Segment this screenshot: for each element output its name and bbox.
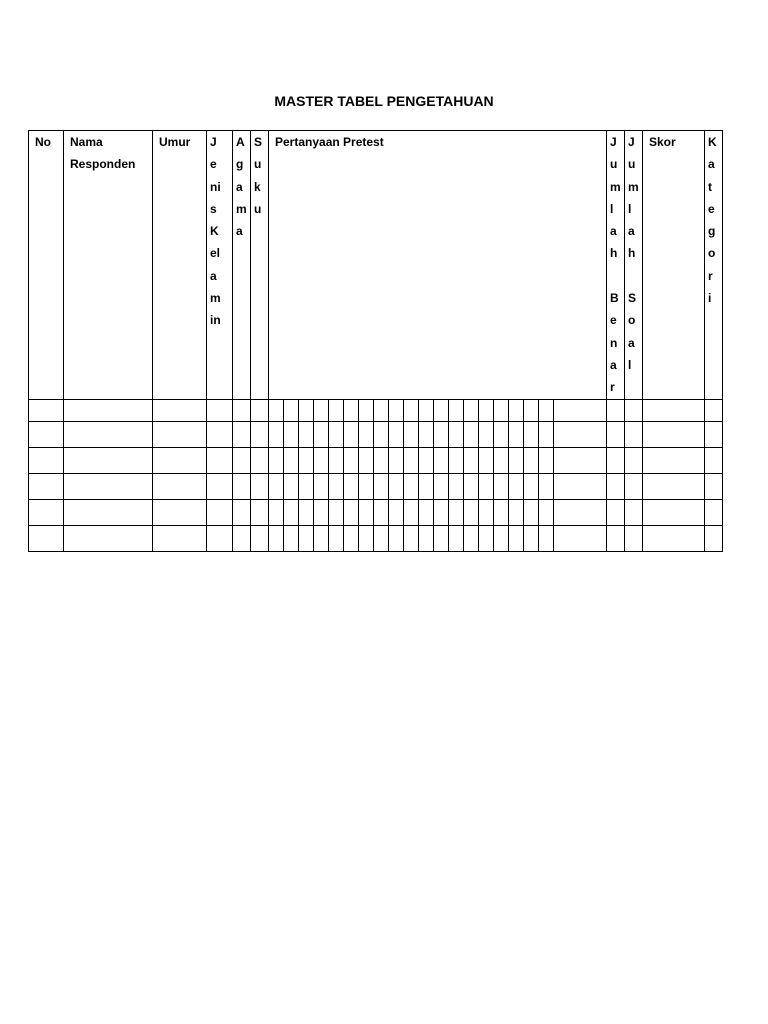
table-cell — [524, 400, 539, 422]
table-cell — [329, 500, 344, 526]
table-cell — [374, 448, 389, 474]
table-cell — [625, 474, 643, 500]
table-cell — [524, 500, 539, 526]
table-cell — [509, 474, 524, 500]
header-no: No — [29, 131, 64, 400]
table-cell — [314, 400, 329, 422]
table-cell — [359, 422, 374, 448]
table-cell — [359, 400, 374, 422]
table-cell — [625, 448, 643, 474]
header-row — [29, 131, 723, 400]
table-cell — [554, 500, 607, 526]
table-cell — [419, 500, 434, 526]
header-kategori: K a t e g o r i — [705, 131, 723, 400]
table-cell — [449, 526, 464, 552]
table-cell — [269, 422, 284, 448]
table-cell — [269, 526, 284, 552]
table-row — [29, 422, 723, 448]
table-cell — [705, 448, 723, 474]
table-cell — [64, 474, 153, 500]
table-cell — [539, 500, 554, 526]
table-cell — [449, 500, 464, 526]
table-cell — [494, 422, 509, 448]
table-cell — [539, 526, 554, 552]
table-cell — [524, 422, 539, 448]
table-cell — [153, 526, 207, 552]
table-cell — [374, 474, 389, 500]
table-cell — [284, 474, 299, 500]
table-cell — [344, 422, 359, 448]
table-cell — [607, 400, 625, 422]
table-cell — [207, 422, 233, 448]
table-cell — [329, 448, 344, 474]
table-cell — [329, 474, 344, 500]
table-cell — [479, 422, 494, 448]
table-cell — [344, 448, 359, 474]
table-cell — [643, 400, 705, 422]
table-cell — [251, 448, 269, 474]
table-cell — [251, 500, 269, 526]
table-cell — [539, 474, 554, 500]
table-cell — [479, 474, 494, 500]
table-cell — [29, 526, 64, 552]
master-table — [28, 130, 723, 552]
table-cell — [389, 526, 404, 552]
table-cell — [344, 474, 359, 500]
table-cell — [64, 400, 153, 422]
table-cell — [554, 422, 607, 448]
table-cell — [153, 500, 207, 526]
table-cell — [251, 422, 269, 448]
table-cell — [554, 526, 607, 552]
table-cell — [419, 474, 434, 500]
table-cell — [705, 526, 723, 552]
table-cell — [284, 400, 299, 422]
table-cell — [705, 422, 723, 448]
table-cell — [153, 422, 207, 448]
table-cell — [374, 422, 389, 448]
table-cell — [509, 400, 524, 422]
table-cell — [374, 526, 389, 552]
table-cell — [314, 474, 329, 500]
table-cell — [344, 526, 359, 552]
table-cell — [404, 526, 419, 552]
table-cell — [207, 448, 233, 474]
table-cell — [389, 500, 404, 526]
table-cell — [509, 526, 524, 552]
table-cell — [434, 448, 449, 474]
table-cell — [314, 500, 329, 526]
table-cell — [233, 400, 251, 422]
table-cell — [207, 400, 233, 422]
table-cell — [404, 448, 419, 474]
table-cell — [705, 474, 723, 500]
table-cell — [207, 474, 233, 500]
header-jumlah-soal: J u m l a h S o a l — [625, 131, 643, 400]
table-cell — [233, 474, 251, 500]
table-cell — [389, 400, 404, 422]
table-row — [29, 400, 723, 422]
table-cell — [389, 474, 404, 500]
table-cell — [625, 422, 643, 448]
table-cell — [29, 422, 64, 448]
table-cell — [299, 448, 314, 474]
header-agama: A g a m a — [233, 131, 251, 400]
table-cell — [464, 448, 479, 474]
table-cell — [329, 400, 344, 422]
table-cell — [643, 422, 705, 448]
table-cell — [64, 526, 153, 552]
table-cell — [389, 422, 404, 448]
table-cell — [539, 422, 554, 448]
table-cell — [233, 422, 251, 448]
table-cell — [419, 400, 434, 422]
table-cell — [625, 500, 643, 526]
table-cell — [539, 400, 554, 422]
table-cell — [29, 448, 64, 474]
table-cell — [607, 422, 625, 448]
table-cell — [344, 500, 359, 526]
table-cell — [554, 448, 607, 474]
header-nama-responden: Nama Responden — [64, 131, 153, 400]
table-cell — [374, 400, 389, 422]
table-cell — [251, 400, 269, 422]
table-row — [29, 474, 723, 500]
table-cell — [153, 400, 207, 422]
table-cell — [284, 422, 299, 448]
table-cell — [299, 422, 314, 448]
table-cell — [419, 448, 434, 474]
header-jumlah-benar: J u m l a h B e n a r — [607, 131, 625, 400]
table-cell — [29, 500, 64, 526]
table-cell — [233, 448, 251, 474]
table-cell — [329, 526, 344, 552]
table-cell — [207, 500, 233, 526]
table-cell — [314, 448, 329, 474]
table-cell — [464, 500, 479, 526]
table-cell — [389, 448, 404, 474]
table-row — [29, 448, 723, 474]
table-cell — [64, 500, 153, 526]
table-cell — [374, 500, 389, 526]
table-cell — [284, 526, 299, 552]
table-cell — [299, 500, 314, 526]
table-cell — [404, 500, 419, 526]
table-cell — [643, 500, 705, 526]
table-cell — [539, 448, 554, 474]
table-cell — [344, 400, 359, 422]
table-cell — [449, 448, 464, 474]
table-cell — [509, 448, 524, 474]
table-cell — [494, 474, 509, 500]
table-cell — [479, 526, 494, 552]
table-cell — [359, 500, 374, 526]
table-cell — [524, 448, 539, 474]
table-cell — [524, 526, 539, 552]
table-cell — [554, 400, 607, 422]
table-cell — [464, 526, 479, 552]
table-cell — [269, 448, 284, 474]
table-cell — [419, 526, 434, 552]
table-cell — [269, 474, 284, 500]
table-cell — [233, 526, 251, 552]
table-cell — [509, 500, 524, 526]
table-cell — [464, 474, 479, 500]
page-title: MASTER TABEL PENGETAHUAN — [274, 93, 494, 109]
table-cell — [404, 422, 419, 448]
table-cell — [299, 526, 314, 552]
header-suku: S u k u — [251, 131, 269, 400]
header-skor: Skor — [643, 131, 705, 400]
table-cell — [404, 474, 419, 500]
table-cell — [153, 448, 207, 474]
table-cell — [449, 422, 464, 448]
table-cell — [434, 400, 449, 422]
table-cell — [233, 500, 251, 526]
table-cell — [434, 474, 449, 500]
table-cell — [449, 474, 464, 500]
table-cell — [29, 474, 64, 500]
table-cell — [494, 500, 509, 526]
table-cell — [314, 526, 329, 552]
table-cell — [449, 400, 464, 422]
table-cell — [607, 500, 625, 526]
table-cell — [554, 474, 607, 500]
table-cell — [284, 500, 299, 526]
table-cell — [29, 400, 64, 422]
table-cell — [269, 400, 284, 422]
table-cell — [314, 422, 329, 448]
table-cell — [643, 448, 705, 474]
table-cell — [643, 474, 705, 500]
table-cell — [269, 500, 284, 526]
table-cell — [479, 400, 494, 422]
table-cell — [479, 500, 494, 526]
table-cell — [284, 448, 299, 474]
table-cell — [251, 474, 269, 500]
table-cell — [479, 448, 494, 474]
table-cell — [494, 448, 509, 474]
table-cell — [299, 474, 314, 500]
table-row — [29, 500, 723, 526]
table-cell — [419, 422, 434, 448]
table-cell — [643, 526, 705, 552]
header-pertanyaan-pretest: Pertanyaan Pretest — [269, 131, 607, 400]
table-cell — [434, 526, 449, 552]
table-cell — [404, 400, 419, 422]
table-cell — [207, 526, 233, 552]
table-cell — [359, 448, 374, 474]
table-cell — [625, 400, 643, 422]
header-jenis-kelamin: J e ni s K el a m in — [207, 131, 233, 400]
table-cell — [153, 474, 207, 500]
table-cell — [625, 526, 643, 552]
table-cell — [705, 400, 723, 422]
table-cell — [434, 500, 449, 526]
table-cell — [524, 474, 539, 500]
table-cell — [494, 526, 509, 552]
table-cell — [509, 422, 524, 448]
table-cell — [464, 400, 479, 422]
table-cell — [359, 474, 374, 500]
table-cell — [299, 400, 314, 422]
table-cell — [251, 526, 269, 552]
header-umur: Umur — [153, 131, 207, 400]
table-cell — [705, 500, 723, 526]
table-cell — [464, 422, 479, 448]
table-row — [29, 526, 723, 552]
table-cell — [434, 422, 449, 448]
table-cell — [329, 422, 344, 448]
table-cell — [607, 448, 625, 474]
table-cell — [607, 526, 625, 552]
table-cell — [64, 422, 153, 448]
table-cell — [494, 400, 509, 422]
table-cell — [607, 474, 625, 500]
table-cell — [64, 448, 153, 474]
table-cell — [359, 526, 374, 552]
